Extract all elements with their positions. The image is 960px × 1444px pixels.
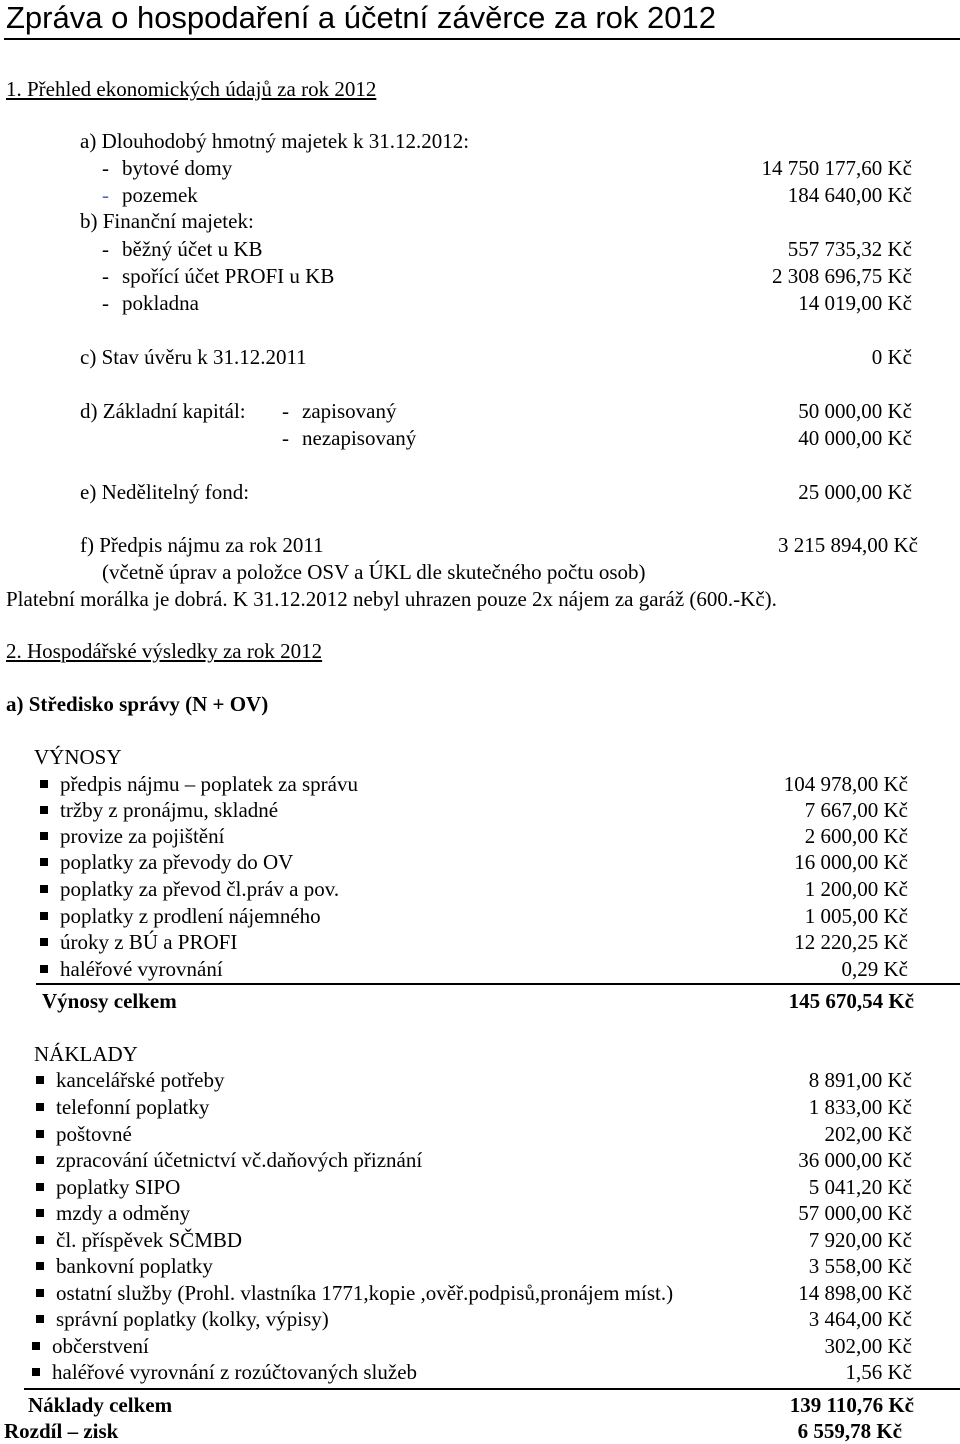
cost-item-label: čl. příspěvek SČMBD bbox=[56, 1228, 243, 1252]
square-bullet-icon bbox=[36, 1289, 44, 1297]
revenue-item-value: 104 978,00 Kč bbox=[783, 772, 908, 796]
square-bullet-icon bbox=[40, 832, 48, 840]
cost-item-label: mzdy a odměny bbox=[56, 1201, 191, 1225]
square-bullet-icon bbox=[40, 965, 48, 973]
revenue-item-value: 7 667,00 Kč bbox=[804, 798, 908, 822]
revenues-total-divider bbox=[36, 983, 960, 985]
d-label: d) Základní kapitál: bbox=[80, 399, 246, 423]
cost-item bbox=[32, 1359, 417, 1385]
b-item-dash: - bbox=[102, 237, 109, 261]
cost-item-label: kancelářské potřeby bbox=[56, 1068, 225, 1092]
d-item-label: nezapisovaný bbox=[302, 426, 417, 450]
revenue-item bbox=[40, 771, 358, 797]
b-item-value: 2 308 696,75 Kč bbox=[772, 264, 912, 288]
cost-item-value: 5 041,20 Kč bbox=[808, 1175, 912, 1199]
b-item-label: běžný účet u KB bbox=[122, 237, 263, 261]
a-item-dash: - bbox=[102, 183, 109, 207]
b-item-value: 557 735,32 Kč bbox=[787, 237, 912, 261]
difference-label: Rozdíl – zisk bbox=[4, 1419, 119, 1443]
cost-item bbox=[36, 1227, 242, 1253]
b-item-value: 14 019,00 Kč bbox=[798, 291, 912, 315]
f-value: 3 215 894,00 Kč bbox=[778, 533, 918, 557]
sub-a-heading: a) Středisko správy (N + OV) bbox=[6, 692, 269, 716]
square-bullet-icon bbox=[36, 1156, 44, 1164]
square-bullet-icon bbox=[36, 1183, 44, 1191]
cost-item-label: haléřové vyrovnání z rozúčtovaných služeb bbox=[52, 1360, 418, 1384]
title-divider bbox=[4, 38, 960, 40]
revenue-item bbox=[40, 797, 278, 823]
revenue-item-label: tržby z pronájmu, skladné bbox=[60, 798, 279, 822]
revenue-item bbox=[40, 903, 321, 929]
payment-note: Platební morálka je dobrá. K 31.12.2012 nebyl uhrazen pouze 2x nájem za garáž (600.-Kč). bbox=[6, 587, 777, 611]
cost-item bbox=[36, 1094, 209, 1120]
revenues-total-value: 145 670,54 Kč bbox=[788, 989, 914, 1013]
cost-item bbox=[36, 1306, 329, 1332]
cost-item-value: 8 891,00 Kč bbox=[808, 1068, 912, 1092]
b-label: b) Finanční majetek: bbox=[80, 209, 254, 233]
cost-item-value: 1 833,00 Kč bbox=[808, 1095, 912, 1119]
costs-heading: NÁKLADY bbox=[34, 1042, 138, 1066]
revenue-item-label: předpis nájmu – poplatek za správu bbox=[60, 772, 358, 796]
cost-item-label: správní poplatky (kolky, výpisy) bbox=[56, 1307, 329, 1331]
costs-total-label: Náklady celkem bbox=[28, 1393, 173, 1417]
f-label: f) Předpis nájmu za rok 2011 bbox=[80, 533, 324, 557]
b-item-label: pokladna bbox=[122, 291, 199, 315]
cost-item bbox=[32, 1333, 149, 1359]
cost-item-value: 1,56 Kč bbox=[845, 1360, 912, 1384]
square-bullet-icon bbox=[40, 806, 48, 814]
cost-item bbox=[36, 1067, 225, 1093]
costs-total-value: 139 110,76 Kč bbox=[789, 1393, 914, 1417]
revenue-item-value: 16 000,00 Kč bbox=[794, 850, 908, 874]
revenue-item-label: poplatky za převody do OV bbox=[60, 850, 294, 874]
costs-total-divider bbox=[24, 1388, 960, 1390]
revenue-item bbox=[40, 956, 223, 982]
square-bullet-icon bbox=[40, 885, 48, 893]
square-bullet-icon bbox=[36, 1130, 44, 1138]
c-value: 0 Kč bbox=[871, 345, 912, 369]
section1-heading: 1. Přehled ekonomických údajů za rok 2012 bbox=[6, 77, 377, 101]
a-item-label: bytové domy bbox=[122, 156, 233, 180]
c-label: c) Stav úvěru k 31.12.2011 bbox=[80, 345, 307, 369]
b-item-dash: - bbox=[102, 264, 109, 288]
revenue-item-label: úroky z BÚ a PROFI bbox=[60, 930, 238, 954]
square-bullet-icon bbox=[40, 912, 48, 920]
cost-item bbox=[36, 1280, 673, 1306]
square-bullet-icon bbox=[40, 780, 48, 788]
revenue-item-value: 1 005,00 Kč bbox=[804, 904, 908, 928]
cost-item-label: bankovní poplatky bbox=[56, 1254, 213, 1278]
square-bullet-icon bbox=[36, 1315, 44, 1323]
b-item-label: spořící účet PROFI u KB bbox=[122, 264, 335, 288]
d-item-value: 50 000,00 Kč bbox=[798, 399, 912, 423]
revenue-item-label: haléřové vyrovnání bbox=[60, 957, 223, 981]
a-label: a) Dlouhodobý hmotný majetek k 31.12.2012: bbox=[80, 129, 470, 153]
revenue-item-label: provize za pojištění bbox=[60, 824, 225, 848]
revenue-item-label: poplatky za převod čl.práv a pov. bbox=[60, 877, 340, 901]
cost-item-label: telefonní poplatky bbox=[56, 1095, 210, 1119]
revenues-heading: VÝNOSY bbox=[34, 745, 122, 769]
d-item-dash: - bbox=[282, 426, 289, 450]
f-note: (včetně úprav a položce OSV a ÚKL dle skutečného počtu osob) bbox=[102, 560, 646, 584]
square-bullet-icon bbox=[32, 1368, 40, 1376]
cost-item-label: poštovné bbox=[56, 1122, 132, 1146]
cost-item-value: 7 920,00 Kč bbox=[808, 1228, 912, 1252]
cost-item-value: 3 464,00 Kč bbox=[808, 1307, 912, 1331]
revenue-item bbox=[40, 876, 339, 902]
section2-heading: 2. Hospodářské výsledky za rok 2012 bbox=[6, 639, 323, 663]
square-bullet-icon bbox=[36, 1262, 44, 1270]
cost-item-value: 57 000,00 Kč bbox=[798, 1201, 912, 1225]
square-bullet-icon bbox=[36, 1103, 44, 1111]
d-item-label: zapisovaný bbox=[302, 399, 397, 423]
cost-item bbox=[36, 1200, 190, 1226]
square-bullet-icon bbox=[40, 938, 48, 946]
cost-item bbox=[36, 1121, 132, 1147]
page-title: Zpráva o hospodaření a účetní závěrce za rok 2012 bbox=[6, 0, 716, 35]
d-item-value: 40 000,00 Kč bbox=[798, 426, 912, 450]
revenue-item-value: 1 200,00 Kč bbox=[804, 877, 908, 901]
e-value: 25 000,00 Kč bbox=[798, 480, 912, 504]
revenue-item bbox=[40, 823, 224, 849]
cost-item-label: občerstvení bbox=[52, 1334, 149, 1358]
cost-item-label: ostatní služby (Prohl. vlastníka 1771,kopie ,ověř.podpisů,pronájem míst.) bbox=[56, 1281, 674, 1305]
cost-item-value: 3 558,00 Kč bbox=[808, 1254, 912, 1278]
revenue-item bbox=[40, 929, 237, 955]
revenue-item-value: 12 220,25 Kč bbox=[794, 930, 908, 954]
cost-item bbox=[36, 1253, 213, 1279]
a-item-value: 184 640,00 Kč bbox=[787, 183, 912, 207]
cost-item-label: poplatky SIPO bbox=[56, 1175, 181, 1199]
square-bullet-icon bbox=[36, 1076, 44, 1084]
cost-item bbox=[36, 1174, 180, 1200]
revenue-item-label: poplatky z prodlení nájemného bbox=[60, 904, 321, 928]
cost-item-label: zpracování účetnictví vč.daňových přiznání bbox=[56, 1148, 423, 1172]
square-bullet-icon bbox=[32, 1342, 40, 1350]
cost-item bbox=[36, 1147, 422, 1173]
cost-item-value: 14 898,00 Kč bbox=[798, 1281, 912, 1305]
e-label: e) Nedělitelný fond: bbox=[80, 480, 250, 504]
b-item-dash: - bbox=[102, 291, 109, 315]
revenue-item-value: 2 600,00 Kč bbox=[804, 824, 908, 848]
d-item-dash: - bbox=[282, 399, 289, 423]
cost-item-value: 36 000,00 Kč bbox=[798, 1148, 912, 1172]
cost-item-value: 302,00 Kč bbox=[824, 1334, 912, 1358]
square-bullet-icon bbox=[36, 1209, 44, 1217]
square-bullet-icon bbox=[36, 1236, 44, 1244]
revenues-total-label: Výnosy celkem bbox=[42, 989, 177, 1013]
revenue-item-value: 0,29 Kč bbox=[841, 957, 908, 981]
revenue-item bbox=[40, 849, 293, 875]
difference-value: 6 559,78 Kč bbox=[797, 1419, 902, 1443]
a-item-dash: - bbox=[102, 156, 109, 180]
cost-item-value: 202,00 Kč bbox=[824, 1122, 912, 1146]
square-bullet-icon bbox=[40, 858, 48, 866]
a-item-label: pozemek bbox=[122, 183, 198, 207]
a-item-value: 14 750 177,60 Kč bbox=[761, 156, 912, 180]
